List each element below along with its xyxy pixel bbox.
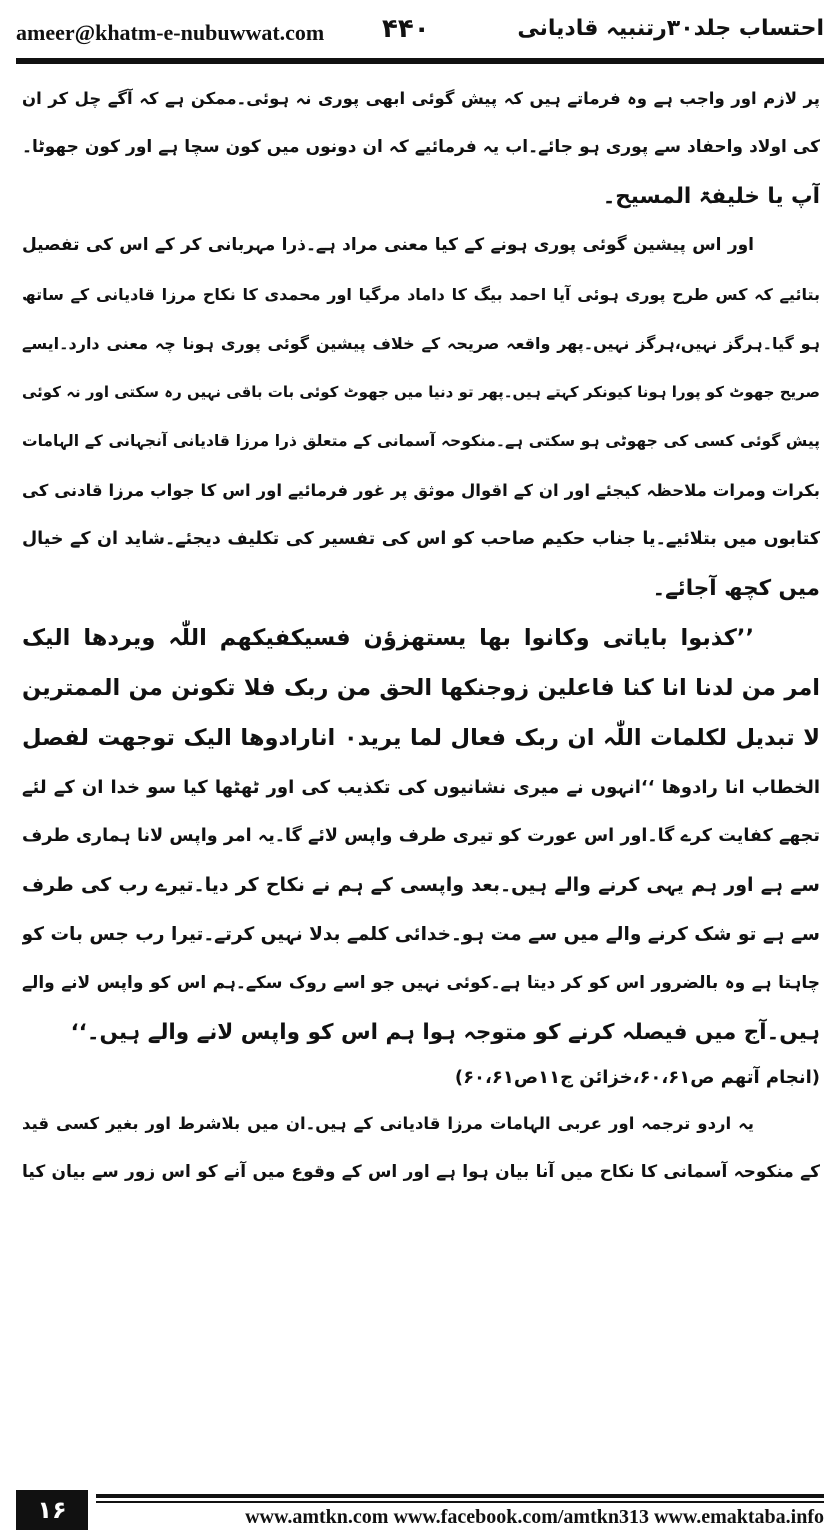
text-line: پر لازم اور واجب ہے وہ فرماتے ہیں کہ پیش گوئی ابھی پوری نہ ہوئی۔ممکن ہے کہ آگے چل کر ان: [22, 89, 820, 108]
arabic-quote-line: لا تبدیل لکلمات اللّٰہ ان ربک فعال لما یرید۰ انارادوھا الیک توجھت لفصل: [22, 725, 820, 751]
text-line: یہ اردو ترجمہ اور عربی الہامات مرزا قادیانی کے ہیں۔ان میں بلاشرط اور بغیر کسی قید: [22, 1114, 754, 1133]
text-line: ہو گیا۔ہرگز نہیں،ہرگز نہیں۔پھر واقعہ صریحہ کے خلاف پیشین گوئی پوری ہونا چہ معنی دارد۔ایسے: [22, 334, 820, 353]
header-rule: [16, 58, 824, 64]
text-line: میں کچھ آجائے۔: [652, 576, 820, 601]
arabic-quote-line: امر من لدنا انا کنا فاعلین زوجنکھا الحق من ربک فلا تکونن من الممترین: [22, 675, 820, 701]
text-line: الخطاب انا رادوھا ‘‘انہوں نے میری نشانیوں کی تکذیب کی اور ٹھٹھا کیا سو خدا ان کے لئے: [22, 777, 820, 798]
footer-page-number: ۱۶: [16, 1490, 88, 1530]
text-line: سے ہے تو شک کرنے والے میں سے مت ہو۔خدائی کلمے بدلا نہیں کرتے۔تیرا رب جس بات کو: [22, 924, 820, 945]
text-line: سے ہے اور ہم یہی کرنے والے ہیں۔بعد واپسی کے ہم نے نکاح کر دیا۔تیرے رب کی طرف: [22, 874, 820, 896]
arabic-quote-line: ’’کذبوا بایاتی وکانوا بھا یستھزؤن فسیکفیکھم اللّٰہ ویردھا الیک: [22, 625, 754, 651]
body-text: [22, 74, 820, 1197]
page-footer: [16, 1490, 824, 1532]
header-book-title: احتساب جلد۳۰رتنبیہ قادیانی: [517, 16, 824, 41]
footer-links: www.amtkn.com www.facebook.com/amtkn313 www.emaktaba.info: [245, 1506, 824, 1528]
text-line: تجھے کفایت کرے گا۔اور اس عورت کو تیری طرف واپس لائے گا۔یہ امر واپس لانا ہماری طرف: [22, 826, 820, 846]
page-header: [16, 14, 824, 50]
footer-rule-thin: [96, 1501, 824, 1503]
header-page-number: ۴۴۰: [382, 14, 430, 44]
header-email: ameer@khatm-e-nubuwwat.com: [16, 20, 325, 45]
text-line: کی اولاد واحفاد سے پوری ہو جائے۔اب یہ فرمائیے کہ ان دونوں میں کون سچا ہے اور کون جھوٹا۔: [22, 137, 820, 157]
text-line: چاہتا ہے وہ بالضرور اس کو کر دیتا ہے۔کوئی نہیں جو اسے روک سکے۔ہم اس کو واپس لانے والے: [22, 973, 820, 993]
text-line: کے منکوحہ آسمانی کا نکاح میں آنا بیان ہوا ہے اور اس کے وقوع میں آنے کو اس زور سے بیان کیا: [22, 1162, 820, 1182]
text-line: کتابوں میں بتلائیے۔یا جناب حکیم صاحب کو اس کی تفسیر کی تکلیف دیجئے۔شاید ان کے خیال: [22, 529, 820, 549]
footer-rule: [96, 1494, 824, 1498]
reference-citation: (انجام آتھم ص۶۰،۶۱،خزائن ج۱۱ص۶۰،۶۱): [454, 1067, 820, 1088]
text-line: ہیں۔آج میں فیصلہ کرنے کو متوجہ ہوا ہم اس کو واپس لانے والے ہیں۔‘‘: [70, 1020, 820, 1045]
text-line: پیش گوئی کسی کی جھوٹی ہو سکتی ہے۔منکوحہ آسمانی کے متعلق ذرا مرزا قادیانی آنجہانی کے الہامات: [22, 432, 820, 450]
text-line: اور اس پیشین گوئی پوری ہونے کے کیا معنی مراد ہے۔ذرا مہربانی کر کے اس کی تفصیل: [22, 235, 754, 255]
text-line: بکرات ومرات ملاحظہ کیجئے اور ان کے اقوال موثق پر غور فرمائیے اور اس کا جواب مرزا قادنی کی: [22, 481, 820, 500]
text-line: بتائیے کہ کس طرح پوری ہوئی آیا احمد بیگ کا داماد مرگیا اور محمدی کا نکاح مرزا قادیانی کے ساتھ: [22, 285, 820, 304]
text-line: آپ یا خلیفۃ المسیح۔: [602, 184, 820, 209]
text-line: صریح جھوٹ کو پورا ہونا کیونکر کہتے ہیں۔پھر تو دنیا میں جھوٹ کوئی بات باقی نہیں رہ سکتی اور نہ کوئی: [22, 383, 820, 401]
